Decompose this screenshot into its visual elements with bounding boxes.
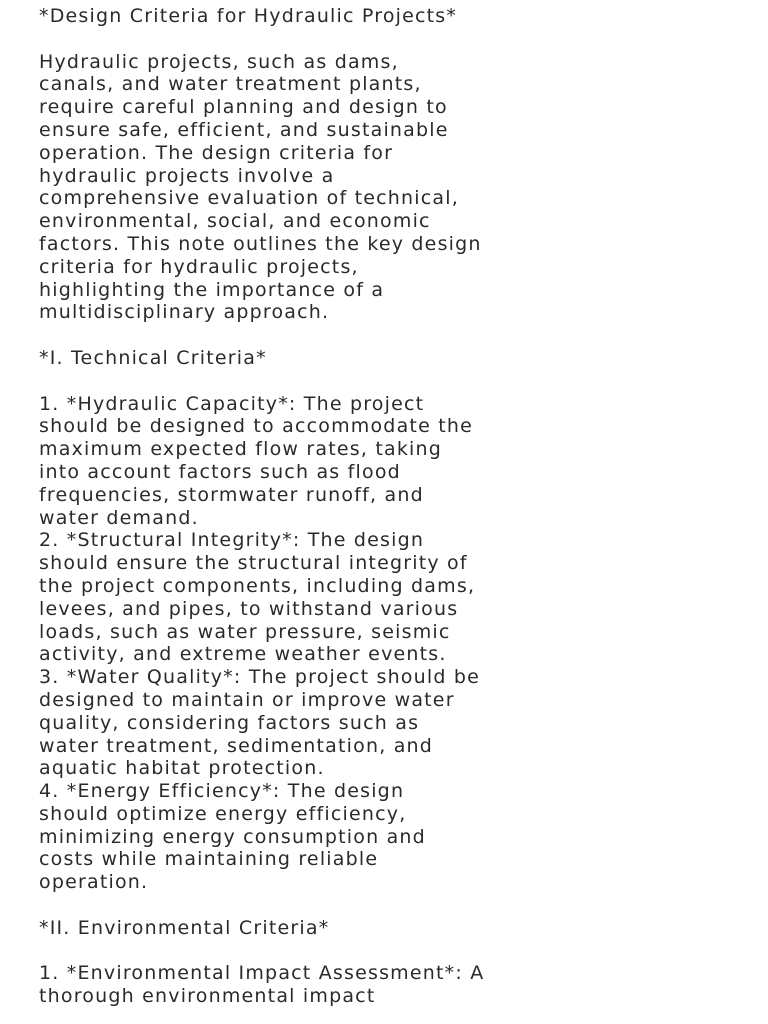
text-line: operation.: [39, 871, 149, 894]
text-line: the project components, including dams,: [39, 574, 476, 597]
spacer: [39, 28, 739, 51]
text-line: comprehensive evaluation of technical,: [39, 187, 459, 210]
text-line: maximum expected flow rates, taking: [39, 438, 443, 461]
text-line: levees, and pipes, to withstand various: [39, 597, 459, 620]
environmental-criteria-list: [39, 962, 739, 1008]
text-line: aquatic habitat protection.: [39, 757, 325, 780]
text-line: criteria for hydraulic projects,: [39, 255, 359, 278]
text-line: 1. *Hydraulic Capacity*: The project: [39, 392, 425, 415]
section-heading-technical: *I. Technical Criteria*: [39, 346, 267, 369]
section-heading-environmental: *II. Environmental Criteria*: [39, 916, 330, 939]
text-line: activity, and extreme weather events.: [39, 643, 447, 666]
document-title: *Design Criteria for Hydraulic Projects*: [39, 5, 458, 27]
text-line: 4. *Energy Efficiency*: The design: [39, 780, 405, 803]
spacer: [39, 324, 739, 347]
spacer: [39, 370, 739, 393]
text-line: hydraulic projects involve a: [39, 164, 335, 187]
text-line: thorough environmental impact: [39, 985, 376, 1008]
text-line: environmental, social, and economic: [39, 210, 431, 233]
intro-paragraph: [39, 51, 739, 325]
spacer: [39, 940, 739, 963]
text-line: designed to maintain or improve water: [39, 688, 455, 711]
text-line: 3. *Water Quality*: The project should be: [39, 666, 481, 689]
text-line: should ensure the structural integrity of: [39, 552, 468, 575]
text-line: water demand.: [39, 506, 199, 529]
text-line: multidisciplinary approach.: [39, 301, 330, 324]
spacer: [39, 894, 739, 917]
text-line: frequencies, stormwater runoff, and: [39, 483, 424, 506]
text-line: into account factors such as flood: [39, 460, 401, 483]
text-line: quality, considering factors such as: [39, 711, 420, 734]
text-line: require careful planning and design to: [39, 96, 448, 119]
text-line: 2. *Structural Integrity*: The design: [39, 529, 425, 552]
text-line: canals, and water treatment plants,: [39, 73, 422, 96]
text-line: Hydraulic projects, such as dams,: [39, 50, 399, 73]
text-line: ensure safe, efficient, and sustainable: [39, 118, 449, 141]
text-line: costs while maintaining reliable: [39, 848, 379, 871]
text-line: factors. This note outlines the key design: [39, 232, 482, 255]
text-line: highlighting the importance of a: [39, 278, 385, 301]
document-body: [39, 5, 739, 1008]
text-line: should be designed to accommodate the: [39, 415, 473, 438]
text-line: operation. The design criteria for: [39, 141, 394, 164]
technical-criteria-list: [39, 393, 739, 895]
text-line: water treatment, sedimentation, and: [39, 734, 434, 757]
text-line: loads, such as water pressure, seismic: [39, 620, 451, 643]
text-line: 1. *Environmental Impact Assessment*: A: [39, 962, 485, 985]
text-line: minimizing energy consumption and: [39, 825, 426, 848]
text-line: should optimize energy efficiency,: [39, 802, 407, 825]
